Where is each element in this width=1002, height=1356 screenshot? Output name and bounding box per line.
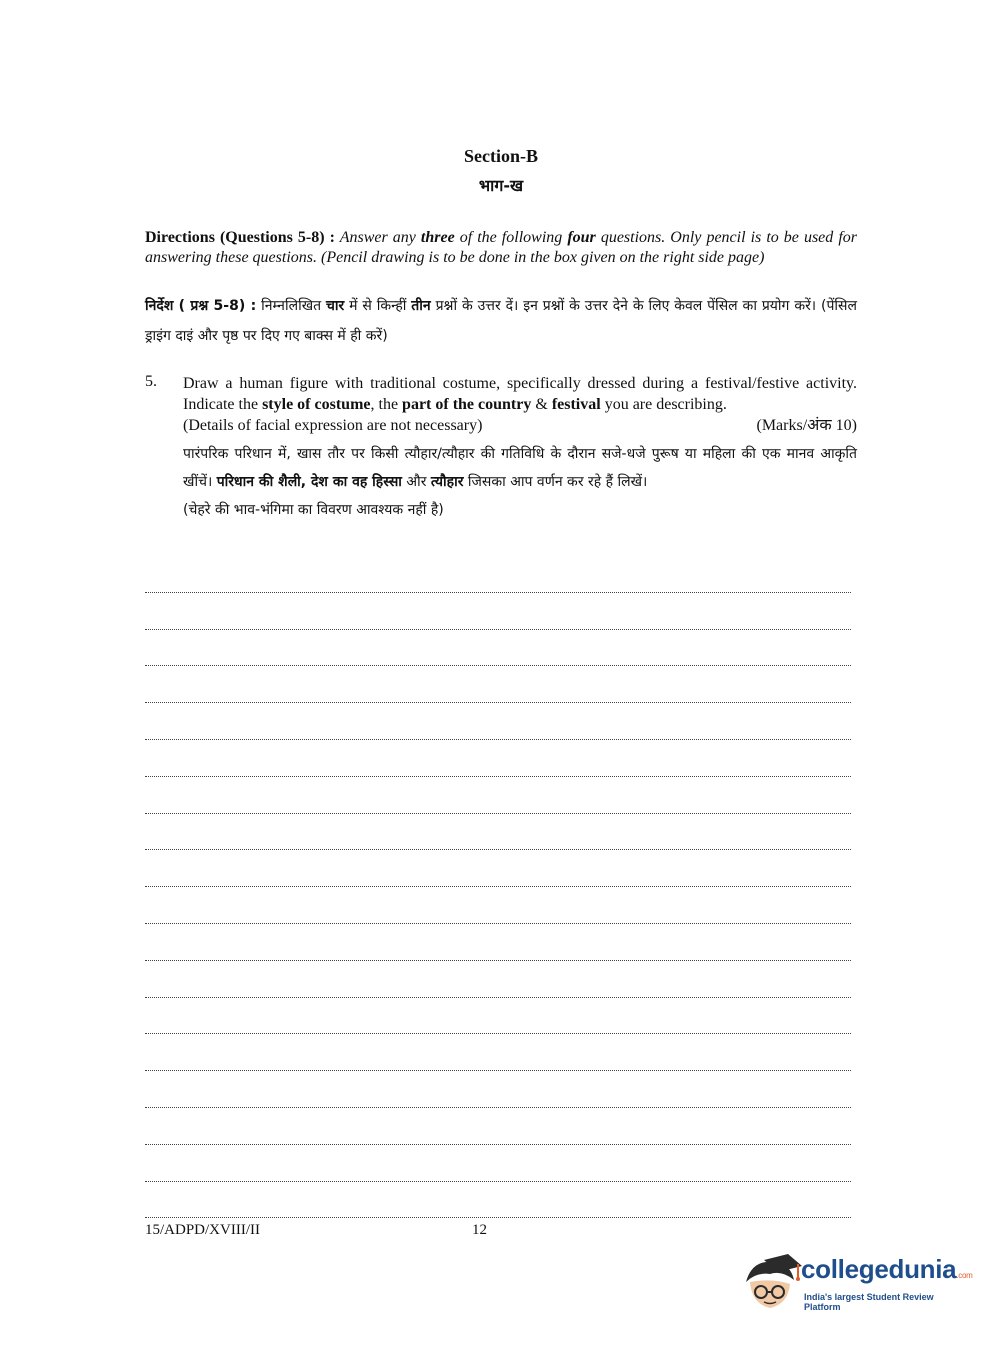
directions-hindi-text: प्रश्नों के उत्तर दें। इन प्रश्नों के उत्तर देने के लिए केवल पेंसिल का प्रयोग करें। (पेंसिल ड्राइंग दाइं और पृष्ठ पर दिए गए बाक्स में ही करें): [145, 298, 857, 344]
answer-line: [145, 630, 851, 667]
question-note: (Details of facial expression are not necessary): [183, 417, 483, 434]
question-hindi-text: जिसका आप वर्णन कर रहे हैं लिखें।: [463, 474, 648, 490]
paper-code: 15/ADPD/XVIII/II: [145, 1222, 260, 1238]
directions-hindi-text: निम्नलिखित: [256, 298, 327, 314]
question-hindi-text: पारंपरिक परिधान में, खास तौर पर किसी त्यौहार/त्यौहार की गतिविधि के दौरान सजे-धजे पुरूष या महिला की एक मानव आकृति खींचें।: [183, 446, 857, 490]
answer-line: [145, 666, 851, 703]
directions-text: of the following: [454, 229, 568, 246]
answer-line: [145, 887, 851, 924]
directions-hindi: [145, 291, 857, 351]
logo-tagline: India's largest Student Review Platform: [804, 1292, 934, 1312]
answer-line: [145, 593, 851, 630]
mascot-icon: [742, 1252, 802, 1314]
question-text: Draw a human figure with traditional costume, specifically dressed during a festival/festive activity. Indicate the: [183, 375, 857, 413]
question-emphasis: part of the country: [402, 396, 532, 413]
logo-wordmark: [801, 1254, 972, 1285]
directions-text: Answer any: [334, 229, 421, 246]
answer-line: [145, 961, 851, 998]
section-title: Section-B: [464, 146, 538, 166]
directions-emphasis: four: [567, 229, 596, 246]
answer-line: [145, 924, 851, 961]
answer-lines: [145, 556, 851, 1218]
question-hindi-note: (चेहरे की भाव-भंगिमा का विवरण आवश्यक नहीं है): [183, 502, 444, 518]
question-text: &: [531, 396, 552, 413]
answer-line: [145, 777, 851, 814]
question-text-english: [183, 373, 857, 436]
directions-emphasis: three: [420, 229, 455, 246]
page-number: 12: [472, 1222, 487, 1238]
answer-line: [145, 1182, 851, 1219]
question-hindi-emphasis: त्यौहार: [430, 474, 464, 490]
answer-line: [145, 740, 851, 777]
question-text-hindi: [183, 440, 857, 524]
directions-lead: Directions (Questions 5-8) :: [145, 229, 335, 246]
collegedunia-logo: [742, 1252, 972, 1314]
question-text: , the: [370, 396, 403, 413]
directions-english: [145, 228, 857, 268]
question-number: 5.: [145, 373, 157, 390]
section-title-hindi: भाग-ख: [478, 176, 524, 195]
directions-text: questions. Only pencil is to be used for answering these questions. (Pencil drawing is to be done in the box given on the right side page): [145, 229, 857, 266]
question-marks: (Marks/अंक 10): [756, 417, 857, 434]
answer-line: [145, 703, 851, 740]
answer-line: [145, 1034, 851, 1071]
answer-line: [145, 556, 851, 593]
question-emphasis: festival: [551, 396, 601, 413]
directions-hindi-emphasis: चार: [326, 298, 345, 314]
answer-line: [145, 1071, 851, 1108]
directions-hindi-emphasis: तीन: [411, 298, 431, 314]
answer-line: [145, 814, 851, 851]
question-text: you are describing.: [600, 396, 727, 413]
answer-line: [145, 1145, 851, 1182]
question-hindi-emphasis: परिधान की शैली, देश का वह हिस्सा: [216, 474, 402, 490]
answer-line: [145, 998, 851, 1035]
logo-name: collegedunia: [801, 1254, 957, 1284]
question-hindi-text: और: [401, 474, 431, 490]
logo-suffix: .com: [956, 1271, 973, 1280]
answer-line: [145, 850, 851, 887]
directions-hindi-text: में से किन्हीं: [344, 298, 412, 314]
question-emphasis: style of costume: [262, 396, 371, 413]
directions-hindi-lead: निर्देश ( प्रश्न 5-8) :: [145, 298, 257, 314]
answer-line: [145, 1108, 851, 1145]
